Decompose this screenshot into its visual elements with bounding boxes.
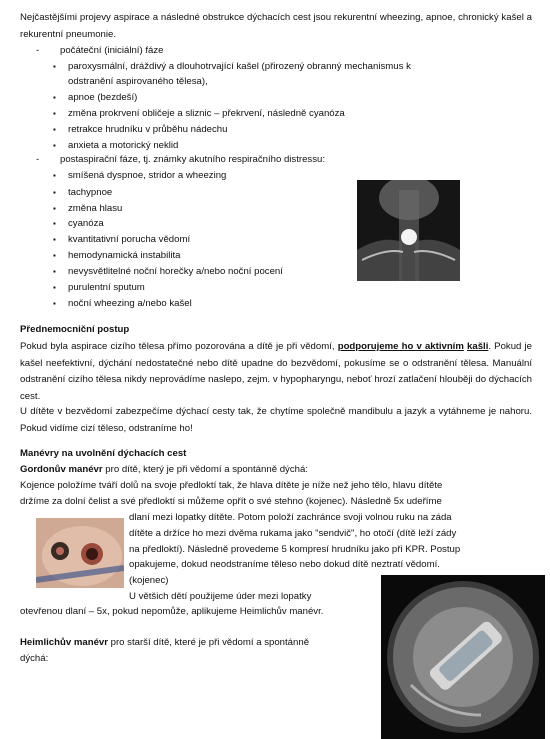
maneuver-photo xyxy=(36,518,124,588)
list-item: ▪ kvantitativní porucha vědomí xyxy=(68,232,190,249)
list-item: ▪ tachypnoe xyxy=(68,185,112,202)
text-line: otevřenou dlaní – 5x, pokud nepomůže, aplikujeme Heimlichův manévr. xyxy=(20,606,324,617)
text-line: dlaní mezi lopatky dítěte. Potom položí zachránce svoji volnou ruku na záda xyxy=(129,512,452,523)
text-run: pro starší dítě, které je při vědomí a spontánně xyxy=(107,637,310,648)
list-item: ▪ noční wheezing a/nebo kašel xyxy=(68,296,192,313)
phase-post-label: postaspirační fáze, tj. známky akutního respiračního distressu: xyxy=(60,154,326,165)
list-item: ▪ apnoe (bezdeší) xyxy=(68,90,137,107)
phase-post xyxy=(36,152,326,169)
list-item: ▪ anxieta a motorický neklid xyxy=(68,138,178,155)
heimlich-line xyxy=(20,635,375,652)
list-item: ▪ změna prokrvení obličeje a sliznic – překrvení, následně cyanóza xyxy=(68,106,345,123)
text-line: (kojenec) xyxy=(129,575,169,586)
emphasis-text: podporujeme ho v aktivním xyxy=(337,341,464,352)
list-item: ▪ purulentní sputum xyxy=(68,280,145,297)
list-item: ▪ nevysvětlitelné noční horečky a/nebo noční pocení xyxy=(68,264,283,281)
list-item: ▪ retrakce hrudníku v průběhu nádechu xyxy=(68,122,227,139)
gordon-name: Gordonův manévr xyxy=(20,464,103,475)
text-line: Kojence položíme tváří dolů na svoje předloktí tak, že hlava dítěte je níže než jeho tělo, hlavu dítěte xyxy=(20,480,443,491)
dash-bullet: - xyxy=(36,45,40,56)
text-run: . Pokud je kašel neefektivní, dýchání nedostatečné nebo dítě upadne do bezvědomí, pokusíme se o odstranění tělesa. Manuální odstranění cizího tělesa nikdy neprovádíme naslepo, zejm. v hypopharyngu, neboť hrozí zatlačení hlouběji do dýchacích cest. xyxy=(20,341,532,402)
prehospital-paragraph xyxy=(20,339,532,405)
list-item: ▪ smíšená dyspnoe, stridor a wheezing xyxy=(68,168,226,185)
text-line: dýchá: xyxy=(20,653,49,664)
heimlich-name: Heimlichův manévr xyxy=(20,637,108,648)
list-item: ▪ cyanóza xyxy=(68,216,104,233)
text-line: U většich dětí použijeme úder mezi lopatky xyxy=(129,591,312,602)
list-item: ▪ změna hlasu xyxy=(68,201,122,218)
list-item-cont: odstranění aspirovaného tělesa), xyxy=(68,76,208,87)
phase-initial-label: počáteční (iniciální) fáze xyxy=(60,45,164,56)
text-run: Pokud byla aspirace cizího tělesa přímo pozorována a dítě je při vědomí, xyxy=(20,341,338,352)
emphasis-text: kašli xyxy=(467,341,489,352)
text-line: opakujeme, dokud neodstraníme těleso nebo dokud dítě neztratí vědomí. xyxy=(129,559,440,570)
phase-initial xyxy=(36,43,164,60)
intro-paragraph: Nejčastějšími projevy aspirace a následné obstrukce dýchacích cest jsou rekurentní wheezing, apnoe, chronický kašel a rekurentní pneumonie. xyxy=(20,12,532,40)
xray-image xyxy=(357,180,460,281)
section-heading: Přednemocniční postup xyxy=(20,324,130,335)
text-line: dítěte a držíce ho mezi dvěma rukama jako "sendvič", ho otočí (dítě leží zády xyxy=(129,528,457,539)
list-item: ▪ paroxysmální, dráždivý a dlouhotrvající kašel (přirozený obranný mechanismus k xyxy=(68,59,411,76)
dash-bullet: - xyxy=(36,154,40,165)
endoscopy-image xyxy=(381,575,545,739)
gordon-line xyxy=(20,462,532,479)
section-heading: Manévry na uvolnění dýchacích cest xyxy=(20,448,187,459)
text-run: pro dítě, který je při vědomí a spontánně dýchá: xyxy=(102,464,308,475)
text-line: držíme za dolní čelist a své předloktí si můžeme opřít o své stehno (kojenec). Následně 5x udeříme xyxy=(20,496,442,507)
text-line: na předloktí). Následně provedeme 5 kompresí hrudníku jako při KPR. Postup xyxy=(129,544,461,555)
list-item: ▪ hemodynamická instabilita xyxy=(68,248,181,265)
unconscious-paragraph: U dítěte v bezvědomí zabezpečíme dýchací cesty tak, že chytíme společně mandibulu a jazyk a vytáhneme je nahoru. Pokud vidíme cizí těleso, odstraníme ho! xyxy=(20,406,532,434)
